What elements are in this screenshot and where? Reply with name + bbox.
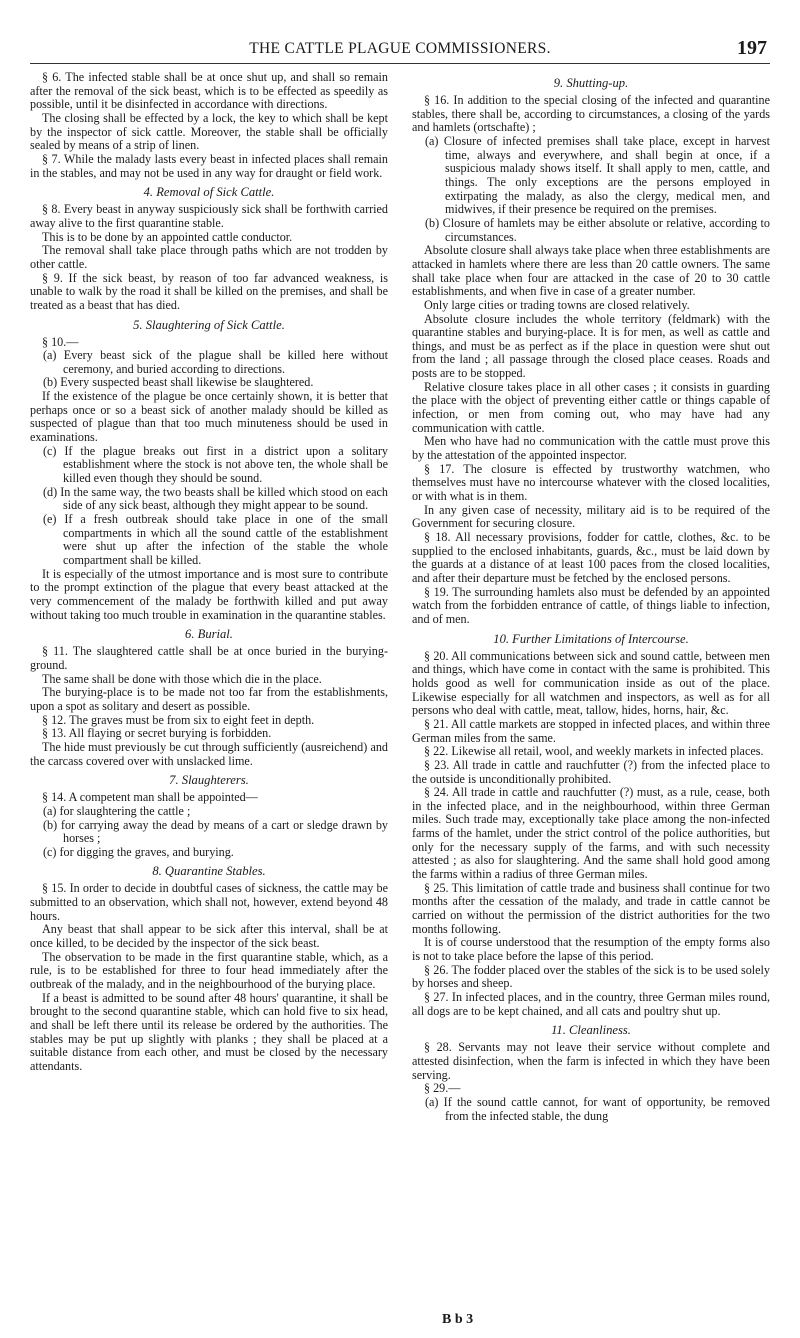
paragraph: § 9. If the sick beast, by reason of too far advanced weakness, is unable to walk by the road it shall be killed on the premises, and shall be treated as a beast that has died. <box>30 270 388 312</box>
paragraph: § 23. All trade in cattle and rauchfutter (?) from the infected place to the outside is unconditionally prohibited. <box>412 757 770 786</box>
paragraph: § 22. Likewise all retail, wool, and weekly markets in infected places. <box>424 744 764 759</box>
list-item: (b) Every suspected beast shall likewise be slaughtered. <box>43 375 314 390</box>
page-header <box>0 37 800 62</box>
paragraph: § 27. In infected places, and in the country, three German miles round, all dogs are to be kept chained, and all cats and poultry shut up. <box>412 990 770 1018</box>
paragraph: The closing shall be effected by a lock, the key to which shall be kept by the inspector of sick cattle. Moreover, the stable shall be officially sealed by means of a strip of linen. <box>30 110 388 153</box>
paragraph: § 15. In order to decide in doubtful cases of sickness, the cattle may be submitted to an observation, which shall not, however, extend beyond 48 hours. <box>30 881 388 923</box>
section-heading: 7. Slaughterers. <box>169 773 249 788</box>
paragraph: If a beast is admitted to be sound after 48 hours' quarantine, it shall be brought to the second quarantine stable, which can hold five to six head, and shall be left there until its release be ordered by the authorities. The stables may be put up slightly with planks ; they shall be placed at a suitable distance from each other, and must be closed by the necessary attendants. <box>30 990 388 1073</box>
section-heading: 8. Quarantine Stables. <box>152 864 266 879</box>
page-number: 197 <box>737 37 767 59</box>
paragraph: § 12. The graves must be from six to eight feet in depth. <box>42 712 315 727</box>
list-item: (c) If the plague breaks out first in a district upon a solitary establishment where the stock is not above ten, the whole shall be killed even though they should be sound. <box>43 443 388 486</box>
paragraph: The same shall be done with those which die in the place. <box>42 671 322 686</box>
paragraph: § 8. Every beast in anyway suspiciously sick shall be forthwith carried away alive to the first quarantine stable. <box>30 202 388 230</box>
paragraph: § 26. The fodder placed over the stables of the sick is to be used solely by horses and sheep. <box>412 962 770 991</box>
paragraph: Only large cities or trading towns are closed relatively. <box>424 297 690 312</box>
paragraph: § 24. All trade in cattle and rauchfutter (?) must, as a rule, cease, both in the infected place, and in the neighbourhood, within three German miles. Such trade may, exceptionally take place among the non-infected farms of the hamlet, under the strict control of the police authorities, but only for the necessary supply of the farms, and with such necessity attested ; as also for slaughtering. And the same shall hold good among the farms within a radius of three German miles. <box>412 785 770 882</box>
section-heading: 11. Cleanliness. <box>551 1023 631 1038</box>
paragraph: § 10.— <box>42 334 79 349</box>
paragraph: Relative closure takes place in all other cases ; it consists in guarding the place with the object of preventing either cattle or things capable of infection, or men from coming out, who may have had any communication with cattle. <box>412 379 770 435</box>
paragraph: § 25. This limitation of cattle trade and business shall continue for two months after the cessation of the malady, and trade in cattle cannot be carried on without the permission of the district authorities for the two months following. <box>412 880 770 936</box>
paragraph: Absolute closure includes the whole territory (feldmark) with the quarantine stables and burying-place. It is for men, as well as cattle and things, and must be as perfect as if the place in question were shut out from the land ; all passage through the closed place ceases. Roads and posts are to be stopped. <box>412 311 770 381</box>
paragraph: The observation to be made in the first quarantine stable, which, as a rule, is to be established for three to four head immediately after the outbreak of the malady, and in the neighbourhood of the burying place. <box>30 949 388 992</box>
list-item: (c) for digging the graves, and burying. <box>43 844 234 859</box>
list-item: (b) for carrying away the dead by means of a cart or sledge drawn by horses ; <box>43 817 388 846</box>
paragraph: Absolute closure shall always take place when three establishments are attacked in hamlets where there are less than 20 cattle owners. The same shall take place when four are attacked in the case of 20 to 30 cattle establishments, and when five in case of a greater number. <box>412 243 770 299</box>
running-title: THE CATTLE PLAGUE COMMISSIONERS. <box>249 40 551 57</box>
list-item: (a) Every beast sick of the plague shall be killed here without ceremony, and buried according to directions. <box>43 348 388 376</box>
signature-mark: B b 3 <box>442 1312 474 1327</box>
paragraph: The burying-place is to be made not too far from the establishments, upon a spot as solitary and desert as possible. <box>30 685 388 713</box>
paragraph: § 7. While the malady lasts every beast in infected places shall remain in the stables, and may not be used in any way for draught or field work. <box>30 151 388 180</box>
list-item: (d) In the same way, the two beasts shall be killed which stood on each side of any sick beast, although they might appear to be sound. <box>43 484 388 513</box>
header-rule <box>30 63 770 64</box>
paragraph: § 20. All communications between sick and sound cattle, between men and things, which have come in contact with the same is prohibited. This holds good as well for communication inside as out of the place. Likewise especially for all watchmen and inspectors, as well as for all persons who deal with cattle, meat, tallow, hides, horns, hair, &c. <box>412 648 770 718</box>
section-heading: 5. Slaughtering of Sick Cattle. <box>133 317 285 332</box>
paragraph: § 19. The surrounding hamlets also must be defended by an appointed watch from the forbidden entrance of cattle, of things liable to infection, and of men. <box>412 584 770 626</box>
paragraph: Men who have had no communication with the cattle must prove this by the attestation of the appointed inspector. <box>412 434 770 463</box>
paragraph: § 14. A competent man shall be appointed— <box>42 790 258 805</box>
paragraph: § 29.— <box>424 1081 461 1096</box>
paragraph: § 18. All necessary provisions, fodder for cattle, clothes, &c. to be supplied to the enclosed inhabitants, guards, &c., must be laid down by the guards at a distance of at least 100 paces from the closed localities, and after their departure must be fetched by the enclosed persons. <box>412 530 770 585</box>
list-item: (b) Closure of hamlets may be either absolute or relative, according to circumstances. <box>425 215 770 244</box>
paragraph: § 13. All flaying or secret burying is forbidden. <box>42 726 272 741</box>
paragraph: § 11. The slaughtered cattle shall be at once buried in the burying-ground. <box>30 644 388 672</box>
section-heading: 4. Removal of Sick Cattle. <box>143 185 275 200</box>
paragraph: § 6. The infected stable shall be at once shut up, and shall so remain after the removal of the sick beast, which is to be effected as speedily as possible, until it be disinfected in accordance with directions. <box>30 70 388 112</box>
right-column <box>412 71 770 1123</box>
paragraph: § 28. Servants may not leave their service without complete and attested disinfection, when the farm is infected in which they have been serving. <box>412 1040 770 1082</box>
list-item: (a) Closure of infected premises shall take place, except in harvest time, always and everywhere, and shall begin at once, if a suspicious malady shows itself. It shall apply to men, cattle, and things. The only exceptions are the persons employed in extirpating the malady, as also the clergy, medical men, and midwives, if their presence be required on the premises. <box>425 133 770 217</box>
paragraph: § 16. In addition to the special closing of the infected and quarantine stables, there shall be, according to circumstances, a closing of the yards and hamlets (ortschafte) ; <box>412 93 770 135</box>
paragraph: If the existence of the plague be once certainly shown, it is better that perhaps once or so a beast sick of another malady should be killed as suspected of plague than that too much minuteness should be used in examinations. <box>30 389 388 445</box>
paragraph: Any beast that shall appear to be sick after this interval, shall be at once killed, to be decided by the inspector of the sick beast. <box>30 922 388 951</box>
list-item: (e) If a fresh outbreak should take place in one of the small compartments in which all the sound cattle of the establishment were shut up after the infection of the stable the whole compartment shall be killed. <box>43 512 388 567</box>
paragraph: The hide must previously be cut through sufficiently (ausreichend) and the carcass covered over with unslacked lime. <box>30 739 388 768</box>
paragraph: This is to be done by an appointed cattle conductor. <box>42 229 293 244</box>
paragraph: In any given case of necessity, military aid is to be required of the Government for securing closure. <box>412 502 770 531</box>
section-heading: 9. Shutting-up. <box>553 76 629 90</box>
list-item: (a) for slaughtering the cattle ; <box>43 803 191 818</box>
section-heading: 10. Further Limitations of Intercourse. <box>493 631 689 646</box>
paragraph: § 17. The closure is effected by trustworthy watchmen, who themselves must have no intercourse whatever with the closed localities, or with what is in them. <box>412 461 770 504</box>
list-item: (a) If the sound cattle cannot, for want of opportunity, be removed from the infected stable, the dung <box>425 1094 770 1123</box>
paragraph: It is especially of the utmost importance and is most sure to contribute to the prompt extinction of the plague that every beast attacked at the very commencement of the malady be forthwith killed and put away without taking too much trouble in examination in the quarantine stables. <box>30 566 388 622</box>
left-column <box>30 71 388 1074</box>
paragraph: § 21. All cattle markets are stopped in infected places, and within three German miles from the same. <box>412 716 770 745</box>
paragraph: It is of course understood that the resumption of the empty forms also is not to take place before the lapse of this period. <box>412 935 770 964</box>
paragraph: The removal shall take place through paths which are not trodden by other cattle. <box>30 243 388 271</box>
section-heading: 6. Burial. <box>185 627 233 642</box>
